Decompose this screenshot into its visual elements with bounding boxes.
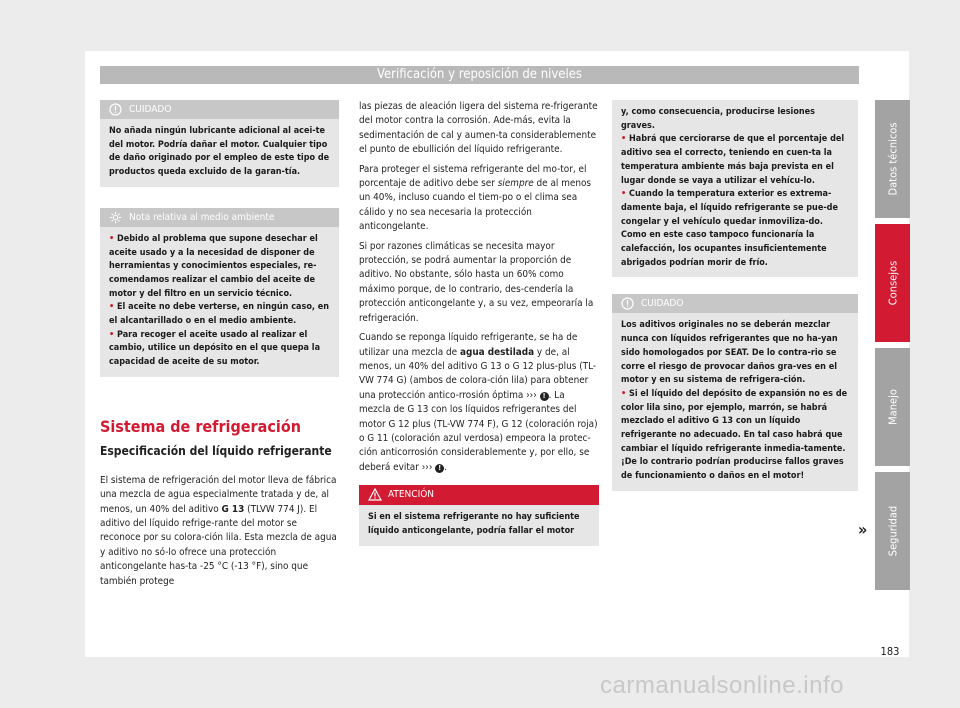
environment-box-title: Nota relativa al medio ambiente [129, 211, 275, 223]
sub-title: Especificación del líquido refrigerante [100, 443, 332, 458]
caution-box-1 [100, 100, 339, 187]
caution-box-2 [612, 294, 858, 490]
bullet-dot: • [621, 134, 627, 145]
warning-box-continued [612, 100, 858, 277]
caution-box-1-body [100, 119, 339, 187]
environment-icon [109, 211, 122, 231]
footer-watermark[interactable]: carmanualsonline.info [600, 672, 844, 699]
tab-consejos[interactable]: Consejos [875, 224, 910, 342]
warning-box-body [359, 505, 599, 545]
caution-box-2-title: CUIDADO [641, 298, 684, 310]
caution-icon [621, 297, 634, 317]
warning-box-title: ATENCIÓN [388, 489, 435, 501]
environment-item-2: • El aceite no debe verterse, en ningún caso, en el alcantarillado o en el medio ambiente. [109, 302, 330, 327]
warning-box-head [359, 485, 599, 505]
caution-box-2-item: • Si el líquido del depósito de expansión no es de color lila sino, por ejemplo, marrón, se habrá mezclado el aditivo G 13 con un líquido refrigerante no adecuado. En tal caso habrá que cambiar el líquido refrigerante inmedia-tamente. ¡De lo contrario podrían producirse fallos graves de funcionamiento o daños en el motor! [621, 388, 848, 482]
bullet-dot: • [109, 329, 115, 340]
bullet-dot: • [621, 189, 627, 200]
warning-continued-item-2: • Cuando la temperatura exterior es extrema-damente baja, el líquido refrigerante se pue-de congelar y el vehículo quedar inmoviliza-do. Como en este caso tampoco funcionaría la calefacción, los ocupantes insuficientemente abrigados podrían morir de frío. [621, 189, 838, 268]
warning-box [359, 485, 599, 545]
col2-paragraph-2: Para proteger el sistema refrigerante del mo-tor, el porcentaje de aditivo debe ser siempre de al menos un 40%, incluso cuando el tiem-po o el clima sea cálido y no sea necesaria la protección anticongelante. [359, 163, 592, 233]
environment-box-body [100, 227, 339, 377]
caution-box-1-text: No añada ningún lubricante adicional al acei-te del motor. Podría dañar el motor. Cualquier tipo de daño originado por el empleo de este tipo de productos queda excluido de la garan-tía. [109, 126, 330, 178]
caution-box-2-head [612, 294, 858, 313]
column-3 [612, 100, 858, 491]
col2-body-text [359, 100, 599, 475]
continue-arrow-icon: » [858, 520, 868, 539]
environment-box [100, 208, 339, 377]
caution-box-2-lead: Los aditivos originales no se deberán mezclar nunca con líquidos refrigerantes que no ha-yan sido homologados por SEAT. De lo contra-rio se corre el riesgo de provocar daños gra-ves en el motor y en su sistema de refrigera-ción. [621, 320, 838, 386]
section-heading-block [100, 417, 339, 458]
tab-manejo[interactable]: Manejo [875, 348, 910, 466]
caution-box-1-title: CUIDADO [129, 104, 172, 115]
bullet-dot: • [621, 388, 627, 399]
tab-seguridad[interactable]: Seguridad [875, 472, 910, 590]
tab-datos-tecnicos[interactable]: Datos técnicos [875, 100, 910, 218]
bullet-dot: • [109, 302, 115, 313]
caution-box-1-head [100, 100, 339, 119]
page-number: 183 [880, 645, 900, 658]
warning-continued-lead: y, como consecuencia, producirse lesiones graves. [621, 107, 815, 131]
caution-icon [109, 103, 122, 123]
warning-continued-body [612, 100, 858, 277]
col2-paragraph-4: Cuando se reponga líquido refrigerante, se ha de utilizar una mezcla de agua destilada y de, al menos, un 40% del aditivo G 13 o G 12 plus-plus (TL-VW 774 G) (ambos de colora-ción lila) para obtener una protección antico-rrosión óptima ››› ! . La mezcla de G 13 con los líquidos refrigerantes del motor G 12 plus (TL-VW 774 F), G 12 (coloración roja) o G 11 (coloración azul verdosa) empeora la protec-ción anticorrosión considerablemente y, por ello, se deberá evitar ››› ! . [359, 332, 598, 473]
environment-box-head [100, 208, 339, 227]
warning-box-text: Si en el sistema refrigerante no hay suficiente líquido anticongelante, podría fallar el motor [368, 512, 580, 536]
warning-icon [368, 488, 382, 509]
col1-body-text [100, 474, 339, 589]
col1-paragraph-1: El sistema de refrigeración del motor lleva de fábrica una mezcla de agua especialmente tratada y de, al menos, un 40% del aditivo G 13 (TLVW 774 J). El aditivo del líquido refrige-rante del motor se reconoce por su colora-ción lila. Esta mezcla de agua y aditivo no só-lo ofrece una protección anticongelante has-ta -25 °C (-13 °F), sino que también protege [100, 474, 337, 587]
caution-ref-icon[interactable]: ! [540, 392, 549, 401]
warning-ref-icon[interactable]: ! [435, 464, 444, 473]
col2-paragraph-3: Si por razones climáticas se necesita mayor protección, se podrá aumentar la proporción de aditivo. No obstante, sólo hasta un 60% como máximo porque, de lo contrario, des-cendería la protección anticongelante y, a su vez, empeoraría la refrigeración. [359, 240, 594, 324]
bullet-dot: • [109, 233, 115, 244]
section-title: Sistema de refrigeración [100, 416, 301, 436]
warning-continued-item-1: • Habrá que cerciorarse de que el porcentaje del aditivo sea el correcto, teniendo en cuen-ta la temperatura ambiente más baja prevista en el lugar donde se vaya a utilizar el vehícu-lo. [621, 134, 845, 186]
col2-paragraph-1: las piezas de aleación ligera del sistema re-frigerante del motor contra la corrosión. Ade-más, evita la sedimentación de cal y aumen-ta considerablemente el punto de ebullición del líquido refrigerante. [359, 101, 598, 156]
column-1 [100, 100, 339, 594]
column-2 [359, 100, 599, 546]
caution-box-2-body [612, 313, 858, 490]
running-header: Verificación y reposición de niveles [100, 66, 859, 84]
environment-item-3: • Para recoger el aceite usado al realizar el cambio, utilice un depósito en el que quepa la capacidad de aceite de su motor. [109, 329, 321, 368]
environment-item-1: • Debido al problema que supone desechar el aceite usado y a la necesidad de disponer de herramientas y conocimientos especiales, re-comendamos realizar el cambio del aceite de motor y del filtro en un servicio técnico. [109, 233, 318, 299]
